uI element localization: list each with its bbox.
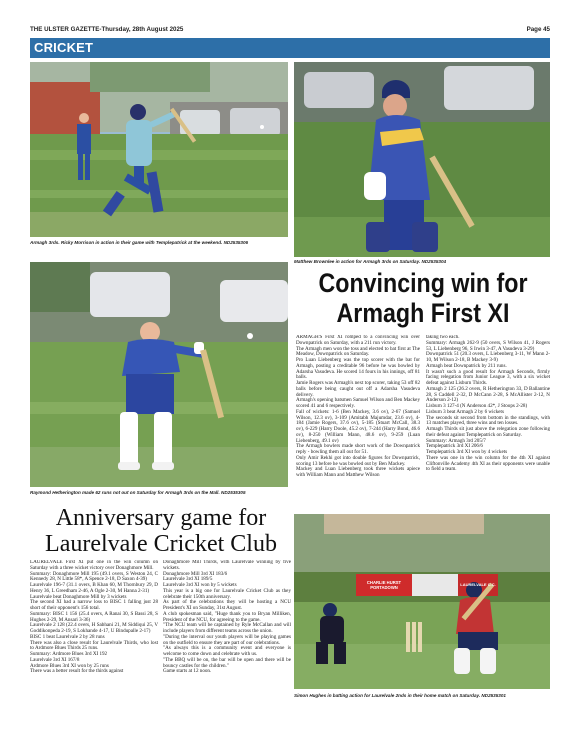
article2-col2-para: Donaghmore Mill Thirds, with Laurelvale winning by five wickets.: [163, 560, 291, 571]
article2-col1-para: Laurelvale 2 128 (22.4 overs, H Sabhani 21, M Siddiqui 25, V Goddikonpeda 2-19, S Lokhande 4-17, U Bindupalle 2-17): [30, 622, 158, 634]
article2-col2-para: This year is a big one for Laurelvale Cricket Club as they celebrate their 150th anniversary.: [163, 587, 291, 600]
article1-col2-para: Templepatrick 3rd XI 206/6: [426, 443, 483, 450]
section-title: CRICKET: [34, 40, 94, 55]
article2-col1-para: There was also a close result for Laurelvale Thirds, who lost to Ardmore Blues Thirds 25 runs.: [30, 639, 158, 652]
article1-col1-para: Only Amir Rekhi got into double figures for Downpatrick, scoring 13 before he was bowled out by Ben Mackey.: [296, 454, 420, 467]
masthead: [30, 24, 550, 35]
article2-col2-para: Donaghmore Mill 3rd XI 183/6: [163, 570, 228, 577]
article2-col1-para: There was a better result for the thirds against: [30, 668, 124, 675]
photo-laurelvale-batting: [294, 514, 550, 689]
article2-col2-para: "As always this is a community event and everyone is welcome to come down and celebrate with us.: [163, 645, 291, 657]
article2-column-2: [163, 560, 291, 728]
article2-column-1: [30, 560, 158, 728]
article2-col1-para: Summary: Ardmore Blues 3rd XI 192: [30, 651, 108, 657]
article1-col2-para: The seconds sit second from bottom in the standings, with 13 matches played, three wins and ten losses.: [426, 414, 550, 427]
photo-batsman-2-image: [30, 262, 288, 487]
photo-batsman-1: [294, 62, 550, 257]
article2-col1-para: Laurelvale beat Donaghmore Mill by 3 wickets: [30, 593, 127, 600]
photo-laurelvale-batting-image: [294, 514, 550, 689]
article2-col1-para: Ardmore Blues 3rd XI won by 25 runs: [30, 662, 109, 669]
article2-col2-para: Laurelvale 3rd XI 189/5: [163, 576, 213, 583]
article2-col1-para: BISC 1 beat Laurelvale 2 by 28 runs: [30, 633, 105, 640]
masthead-date: THE ULSTER GAZETTE-Thursday, 28th August 2025: [30, 26, 184, 33]
article1-col1-para: ARMAGH'S First XI romped to a convincing win over Downpatrick on Saturday, with a 211 run victory.: [296, 335, 420, 346]
article1-col2-para: There was one in the win column for the 4th XI against Cliftonville Academy 4th XI as their opponents were unable to field a team.: [426, 454, 550, 473]
article2-col2-para: Game starts at 12 noon.: [163, 668, 212, 675]
article2-col1-para: Laurelvale 196-7 (31.1 overs, B Khan 60, M Thornbury 29, D Henry 36, L Greedham 2-46, A Ogle 2-30, M Hanna 2-31): [30, 582, 158, 594]
article1-col1-para: Mackey and Luan Liebenberg took three wickets apiece with William Mann and Matthew Wilson: [296, 466, 420, 478]
banner-charlie-hurst: CHARLIE HURST PORTADOWN: [366, 580, 402, 590]
article1-col1-para: The Armagh men won the toss and elected to bat first at The Meadow, Downpatrick on Saturday.: [296, 345, 420, 358]
section-header: [30, 38, 550, 58]
article1-col1-para: Armagh's opening batsmen Samuel Wilson and Ben Mackey scored 41 and 6 respectively.: [296, 397, 420, 409]
photo-batsman-1-caption: Matthew Brownlee in action for Armagh 3rds on Saturday. ND2535304: [294, 259, 447, 264]
article1-col2-para: Lisburn 3 beat Armagh 2 by 6 wickets: [426, 408, 504, 415]
photo-bowler-1-image: [30, 62, 288, 237]
article2-col2-para: "During the interval our youth players will be playing games on the outfield to ensure they are part of our celebrations.: [163, 633, 291, 646]
article2-col1-para: LAURELVALE First XI put one in the win column on Saturday with a three wicket victory over Donaghmore Mill.: [30, 560, 158, 571]
article1-col2-para: Downpatrick 51 (20.3 overs, L Liebenberg 3-11, W Mann 2-10, M Wilson 2-18, B Mackey 3-9): [426, 351, 550, 363]
article2-col1-para: Laurelvale 3rd XI 167/8: [30, 656, 80, 663]
photo-bowler-1: [30, 62, 288, 237]
article1-col1-para: Jamie Rogers was Armagh's next top scorer, taking 53 off 82 balls before being caught out off a Adarsha Vasudeva delivery.: [296, 380, 420, 398]
article1-column-1: [296, 335, 420, 510]
article1-col2-para: Templepatrick 3rd XI won by 4 wickets: [426, 449, 508, 455]
article1-col2-para: Summary: Armagh 3rd 205/7: [426, 437, 486, 444]
photo-batsman-2-caption: Raymond Hetherington made 62 runs not out on Saturday for Armagh 3rds on the Mall. ND2535305: [30, 490, 246, 495]
article2-col1-para: The second XI had a narrow loss to BISC 1 falling just 28 short of their opponent's 156 total.: [30, 599, 158, 611]
article2-col2-para: "The NCU team will be captained by Ryle McCallan and will include players from different teams across the union.: [163, 622, 291, 634]
photo-laurelvale-batting-caption: Simon Hughes in batting action for Laurelvale 2nds in their home match on Saturday. ND2535301: [294, 693, 506, 698]
article2-col1-para: Summary: BISC 1 156 (25.4 overs, A Ranai 30, S Bassi 28, S Hughes 2-29, M Ansari 3-36): [30, 610, 158, 623]
article1-col1-para: Fall of wickets: 1-6 (Ben Mackey, 3.6 ov), 2-67 (Samuel Wilson, 12.3 ov), 3-109 (Amitabh Majumdar, 23.6 ov), 4-184 (Jamie Rogers, 37.6 ov), 5-185 (Stuart McCall, 38.3 ov), 6-229 (Harry Doole, 45.2 ov), 7-244 (Harry Bond, 46.6 ov), 8-250 (William Mann, 48.6 ov), 9-259 (Luan Liebenberg, 49.1 ov): [296, 408, 420, 444]
article2-col1-para: Summary: Donaghmore Mill 195 (49.1 overs, S Weston 24, C Kennedy 28, N Little 58*, A Spence 2-18, D Saxon 4-39): [30, 570, 158, 583]
article2-col2-para: "The BBQ will be on, the bar will be open and there will be bouncy castles for the children.": [163, 656, 291, 669]
article1-col2-para: Armagh 2 125 (26.2 overs, R Hetherington 33, D Ballantine 28, S Caddell 2-32, D McCann 2-28, S McAllister 2-12, N Anderson 2-12): [426, 385, 550, 404]
article1-col2-para: It wasn't such a good result for Armagh Seconds, firmly facing relegation from Junior League 3, with a six wicket defeat against Lisburn Thirds.: [426, 368, 550, 386]
article2-col2-para: A club spokesman said, "Huge thank you to Bryan Milliken, President of the NCU, for agreeing to the game.: [163, 610, 291, 623]
article2-col2-para: Laurelvale 3rd XI won by 5 wickets: [163, 582, 237, 588]
article2-col2-para: As part of the celebrations they will be hosting a NCU President's XI on Sunday, 31st August.: [163, 599, 291, 611]
article1-col1-para: Pro Luan Liebenberg was the top scorer with the bat for Armagh, posting a creditable 96 before he was bowled by Adarsha Vasudeva. He scored 14 fours in his innings, off 81 balls.: [296, 357, 420, 381]
article1-col2-para: Armagh Thirds sit just above the relegation zone following their defeat against Templepatrick on Saturday.: [426, 426, 550, 438]
article1-col1-para: The Armagh bowlers made short work of the Downpatrick reply - bowling them all out for 51.: [296, 443, 420, 455]
article1-col2-para: Summary: Armagh 262-9 (50 overs, S Wilson 41, J Rogers 53, L Liebenberg 96, S Irwin 3-47, A Vasudeva 3-29): [426, 339, 550, 352]
photo-batsman-1-image: [294, 62, 550, 257]
photo-batsman-2: [30, 262, 288, 487]
photo-bowler-1-caption: Armagh 3rds. Ricky Morrison in action in their game with Templepatrick at the weekend. ND2535306: [30, 240, 249, 245]
article2-headline: Anniversary game for Laurelvale Cricket Club: [45, 505, 277, 557]
article1-col2-para: Armagh beat Downpatrick by 211 runs.: [426, 362, 507, 369]
page-number: Page 45: [526, 26, 550, 33]
article1-column-2: [426, 335, 550, 510]
banner-laurelvale: LAURELVALE C.C.: [460, 582, 496, 587]
article1-col2-para: taking two each.: [426, 335, 460, 340]
article1-col2-para: Lisburn 3 127-4 (N Anderson 42*, J Stoops 2-28): [426, 403, 528, 409]
article1-headline: Convincing win for Armagh First XI: [318, 268, 528, 328]
